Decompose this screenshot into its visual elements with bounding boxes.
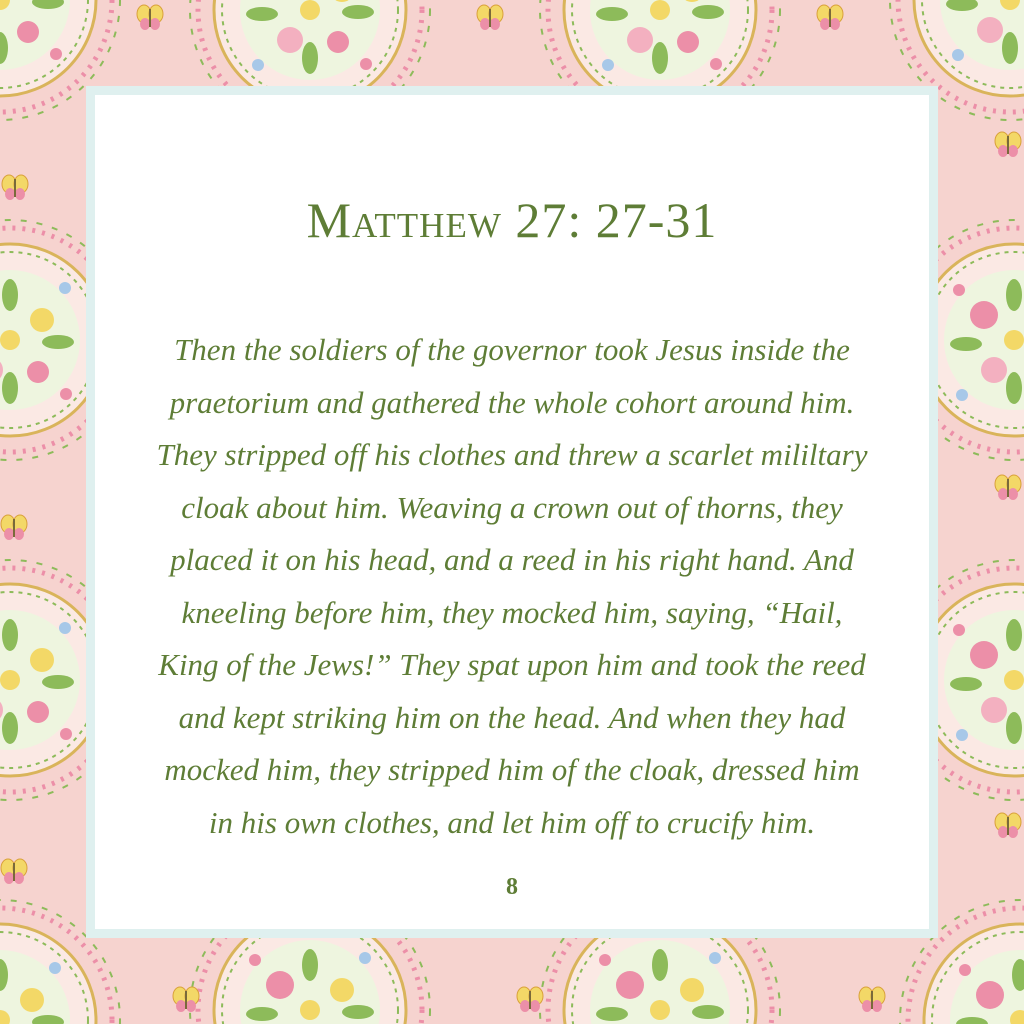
verse-line: kneeling before him, they mocked him, saying, “Hail, xyxy=(181,594,843,630)
butterfly-icon xyxy=(995,475,1021,500)
butterfly-icon xyxy=(173,987,199,1012)
verse-text xyxy=(120,324,904,849)
verse-line: and kept striking him on the head. And when they had xyxy=(178,699,846,735)
butterfly-icon xyxy=(137,5,163,30)
butterfly-icon xyxy=(1,515,27,540)
verse-line: mocked him, they stripped him of the cloak, dressed him xyxy=(164,752,860,787)
verse-line: They stripped off his clothes and threw a scarlet mililtary xyxy=(156,437,868,472)
verse-line: Then the soldiers of the governor took Jesus inside the xyxy=(174,332,850,367)
butterfly-icon xyxy=(995,813,1021,838)
verse-line: in his own clothes, and let him off to crucify him. xyxy=(208,804,816,840)
page-title: Matthew 27: 27-31 xyxy=(306,192,718,248)
butterfly-icon xyxy=(477,5,503,30)
butterfly-icon xyxy=(859,987,885,1012)
page-number: 8 xyxy=(506,874,518,900)
butterfly-icon xyxy=(995,132,1021,157)
verse-line: cloak about him. Weaving a crown out of thorns, they xyxy=(181,489,843,525)
butterfly-icon xyxy=(517,987,543,1012)
verse-line: King of the Jews!” They spat upon him and took the reed xyxy=(158,647,866,682)
butterfly-icon xyxy=(817,5,843,30)
verse-line: praetorium and gathered the whole cohort around him. xyxy=(169,384,855,420)
verse-line: placed it on his head, and a reed in his right hand. And xyxy=(170,542,854,577)
